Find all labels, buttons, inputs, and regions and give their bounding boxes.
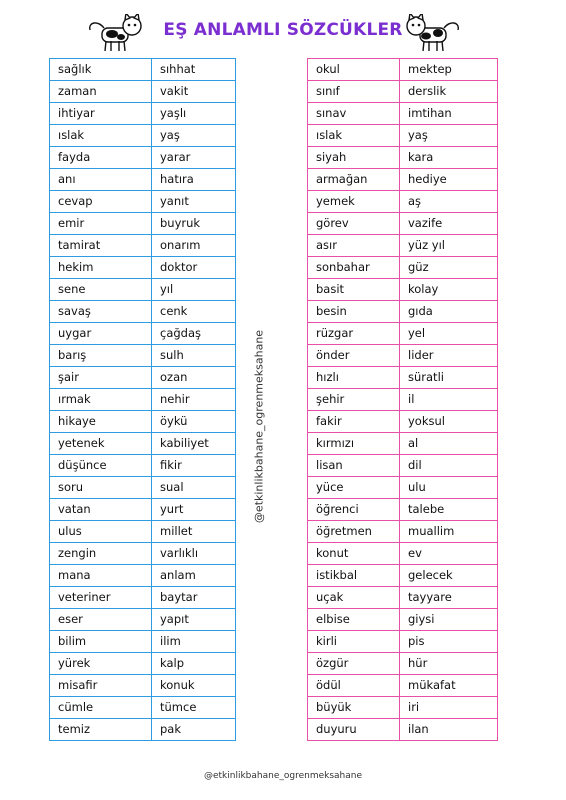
word-cell: uçak	[308, 587, 400, 609]
synonym-cell: yıl	[152, 279, 236, 301]
word-cell: yetenek	[50, 433, 152, 455]
word-cell: cümle	[50, 697, 152, 719]
word-cell: barış	[50, 345, 152, 367]
table-row	[308, 147, 498, 169]
table-row	[50, 653, 236, 675]
synonym-cell: hediye	[400, 169, 498, 191]
synonym-cell: iri	[400, 697, 498, 719]
synonym-cell: yoksul	[400, 411, 498, 433]
synonym-cell: pis	[400, 631, 498, 653]
table-row	[50, 235, 236, 257]
synonym-cell: dil	[400, 455, 498, 477]
word-cell: ıslak	[50, 125, 152, 147]
synonym-cell: aş	[400, 191, 498, 213]
table-row	[308, 169, 498, 191]
synonym-cell: talebe	[400, 499, 498, 521]
page-title: EŞ ANLAMLI SÖZCÜKLER	[163, 20, 403, 40]
table-row	[50, 719, 236, 741]
table-row	[50, 543, 236, 565]
word-cell: siyah	[308, 147, 400, 169]
word-cell: fayda	[50, 147, 152, 169]
synonym-cell: sulh	[152, 345, 236, 367]
table-row	[308, 587, 498, 609]
word-cell: hekim	[50, 257, 152, 279]
table-row	[308, 125, 498, 147]
synonym-cell: doktor	[152, 257, 236, 279]
table-row	[50, 213, 236, 235]
synonym-cell: gıda	[400, 301, 498, 323]
table-row	[308, 279, 498, 301]
table-row	[50, 191, 236, 213]
synonym-cell: tümce	[152, 697, 236, 719]
word-cell: ulus	[50, 521, 152, 543]
word-cell: anı	[50, 169, 152, 191]
synonym-cell: pak	[152, 719, 236, 741]
synonym-cell: yapıt	[152, 609, 236, 631]
synonym-cell: güz	[400, 257, 498, 279]
word-cell: kirli	[308, 631, 400, 653]
synonym-cell: kalp	[152, 653, 236, 675]
word-cell: istikbal	[308, 565, 400, 587]
table-row	[308, 59, 498, 81]
synonym-cell: yel	[400, 323, 498, 345]
table-row	[308, 257, 498, 279]
table-row	[50, 521, 236, 543]
table-row	[308, 697, 498, 719]
word-cell: savaş	[50, 301, 152, 323]
synonym-cell: çağdaş	[152, 323, 236, 345]
synonym-cell: muallim	[400, 521, 498, 543]
synonym-cell: yaşlı	[152, 103, 236, 125]
word-cell: lisan	[308, 455, 400, 477]
synonym-cell: yanıt	[152, 191, 236, 213]
right-synonym-table	[307, 58, 498, 741]
table-row	[308, 455, 498, 477]
table-row	[50, 169, 236, 191]
synonym-cell: giysi	[400, 609, 498, 631]
table-row	[308, 191, 498, 213]
synonym-cell: millet	[152, 521, 236, 543]
table-row	[50, 257, 236, 279]
table-row	[308, 81, 498, 103]
table-row	[308, 235, 498, 257]
synonym-cell: yüz yıl	[400, 235, 498, 257]
synonym-cell: sual	[152, 477, 236, 499]
table-row	[50, 477, 236, 499]
table-row	[50, 103, 236, 125]
table-row	[308, 675, 498, 697]
word-cell: görev	[308, 213, 400, 235]
table-row	[308, 631, 498, 653]
synonym-cell: al	[400, 433, 498, 455]
synonym-cell: yurt	[152, 499, 236, 521]
word-cell: hızlı	[308, 367, 400, 389]
synonym-cell: kabiliyet	[152, 433, 236, 455]
word-cell: misafir	[50, 675, 152, 697]
word-cell: ihtiyar	[50, 103, 152, 125]
word-cell: uygar	[50, 323, 152, 345]
synonym-cell: varlıklı	[152, 543, 236, 565]
word-cell: şehir	[308, 389, 400, 411]
synonym-cell: gelecek	[400, 565, 498, 587]
word-cell: sonbahar	[308, 257, 400, 279]
word-cell: vatan	[50, 499, 152, 521]
word-cell: özgür	[308, 653, 400, 675]
synonym-cell: kolay	[400, 279, 498, 301]
table-row	[308, 719, 498, 741]
word-cell: zengin	[50, 543, 152, 565]
word-cell: zaman	[50, 81, 152, 103]
table-row	[50, 301, 236, 323]
word-cell: emir	[50, 213, 152, 235]
word-cell: yürek	[50, 653, 152, 675]
table-row	[308, 389, 498, 411]
word-cell: yemek	[308, 191, 400, 213]
synonym-cell: yarar	[152, 147, 236, 169]
table-row	[50, 59, 236, 81]
word-cell: fakir	[308, 411, 400, 433]
table-row	[308, 301, 498, 323]
table-row	[50, 609, 236, 631]
synonym-cell: anlam	[152, 565, 236, 587]
word-cell: önder	[308, 345, 400, 367]
synonym-cell: mükafat	[400, 675, 498, 697]
table-row	[308, 433, 498, 455]
synonym-cell: ozan	[152, 367, 236, 389]
table-row	[50, 499, 236, 521]
table-row	[50, 81, 236, 103]
synonym-cell: kara	[400, 147, 498, 169]
synonym-cell: ev	[400, 543, 498, 565]
word-cell: büyük	[308, 697, 400, 719]
word-cell: ıslak	[308, 125, 400, 147]
word-cell: mana	[50, 565, 152, 587]
table-row	[50, 587, 236, 609]
synonym-cell: mektep	[400, 59, 498, 81]
synonym-cell: lider	[400, 345, 498, 367]
synonym-cell: vazife	[400, 213, 498, 235]
word-cell: veteriner	[50, 587, 152, 609]
synonym-cell: ilan	[400, 719, 498, 741]
word-cell: kırmızı	[308, 433, 400, 455]
synonym-cell: ilim	[152, 631, 236, 653]
synonym-cell: ulu	[400, 477, 498, 499]
table-row	[308, 565, 498, 587]
word-cell: ırmak	[50, 389, 152, 411]
table-row	[50, 433, 236, 455]
word-cell: sene	[50, 279, 152, 301]
word-cell: bilim	[50, 631, 152, 653]
table-row	[50, 125, 236, 147]
word-cell: öğretmen	[308, 521, 400, 543]
synonym-cell: hatıra	[152, 169, 236, 191]
word-cell: tamirat	[50, 235, 152, 257]
word-cell: öğrenci	[308, 499, 400, 521]
word-cell: armağan	[308, 169, 400, 191]
table-row	[50, 389, 236, 411]
synonym-cell: öykü	[152, 411, 236, 433]
table-row	[308, 653, 498, 675]
word-cell: sağlık	[50, 59, 152, 81]
word-cell: basit	[308, 279, 400, 301]
synonym-cell: derslik	[400, 81, 498, 103]
table-row	[308, 323, 498, 345]
table-row	[308, 477, 498, 499]
word-cell: besin	[308, 301, 400, 323]
synonym-cell: fikir	[152, 455, 236, 477]
table-row	[50, 675, 236, 697]
word-cell: okul	[308, 59, 400, 81]
word-cell: sınıf	[308, 81, 400, 103]
table-row	[308, 213, 498, 235]
table-row	[308, 499, 498, 521]
table-row	[50, 565, 236, 587]
synonym-cell: cenk	[152, 301, 236, 323]
synonym-cell: buyruk	[152, 213, 236, 235]
table-row	[308, 411, 498, 433]
word-cell: duyuru	[308, 719, 400, 741]
synonym-cell: konuk	[152, 675, 236, 697]
synonym-cell: baytar	[152, 587, 236, 609]
vertical-watermark: @etkinlikbahane_ogrenmeksahane	[252, 329, 266, 524]
word-cell: eser	[50, 609, 152, 631]
word-cell: sınav	[308, 103, 400, 125]
table-row	[50, 631, 236, 653]
synonym-cell: il	[400, 389, 498, 411]
word-cell: düşünce	[50, 455, 152, 477]
synonym-cell: hür	[400, 653, 498, 675]
table-row	[308, 609, 498, 631]
table-row	[50, 345, 236, 367]
word-cell: asır	[308, 235, 400, 257]
synonym-cell: onarım	[152, 235, 236, 257]
table-row	[308, 521, 498, 543]
word-cell: hikaye	[50, 411, 152, 433]
word-cell: konut	[308, 543, 400, 565]
word-cell: cevap	[50, 191, 152, 213]
word-cell: rüzgar	[308, 323, 400, 345]
word-cell: yüce	[308, 477, 400, 499]
table-row	[308, 345, 498, 367]
synonym-cell: süratli	[400, 367, 498, 389]
left-synonym-table	[49, 58, 236, 741]
synonym-cell: nehir	[152, 389, 236, 411]
word-cell: ödül	[308, 675, 400, 697]
synonym-cell: yaş	[152, 125, 236, 147]
table-row	[308, 367, 498, 389]
word-cell: temiz	[50, 719, 152, 741]
table-row	[50, 411, 236, 433]
word-cell: soru	[50, 477, 152, 499]
synonym-cell: yaş	[400, 125, 498, 147]
synonym-cell: sıhhat	[152, 59, 236, 81]
synonym-cell: vakit	[152, 81, 236, 103]
footer-watermark: @etkinlikbahane_ogrenmeksahane	[203, 771, 363, 781]
word-cell: şair	[50, 367, 152, 389]
word-cell: elbise	[308, 609, 400, 631]
synonym-cell: tayyare	[400, 587, 498, 609]
table-row	[50, 697, 236, 719]
synonym-cell: imtihan	[400, 103, 498, 125]
table-row	[50, 323, 236, 345]
table-row	[308, 103, 498, 125]
table-row	[50, 367, 236, 389]
table-row	[50, 147, 236, 169]
table-row	[50, 455, 236, 477]
table-row	[308, 543, 498, 565]
table-row	[50, 279, 236, 301]
